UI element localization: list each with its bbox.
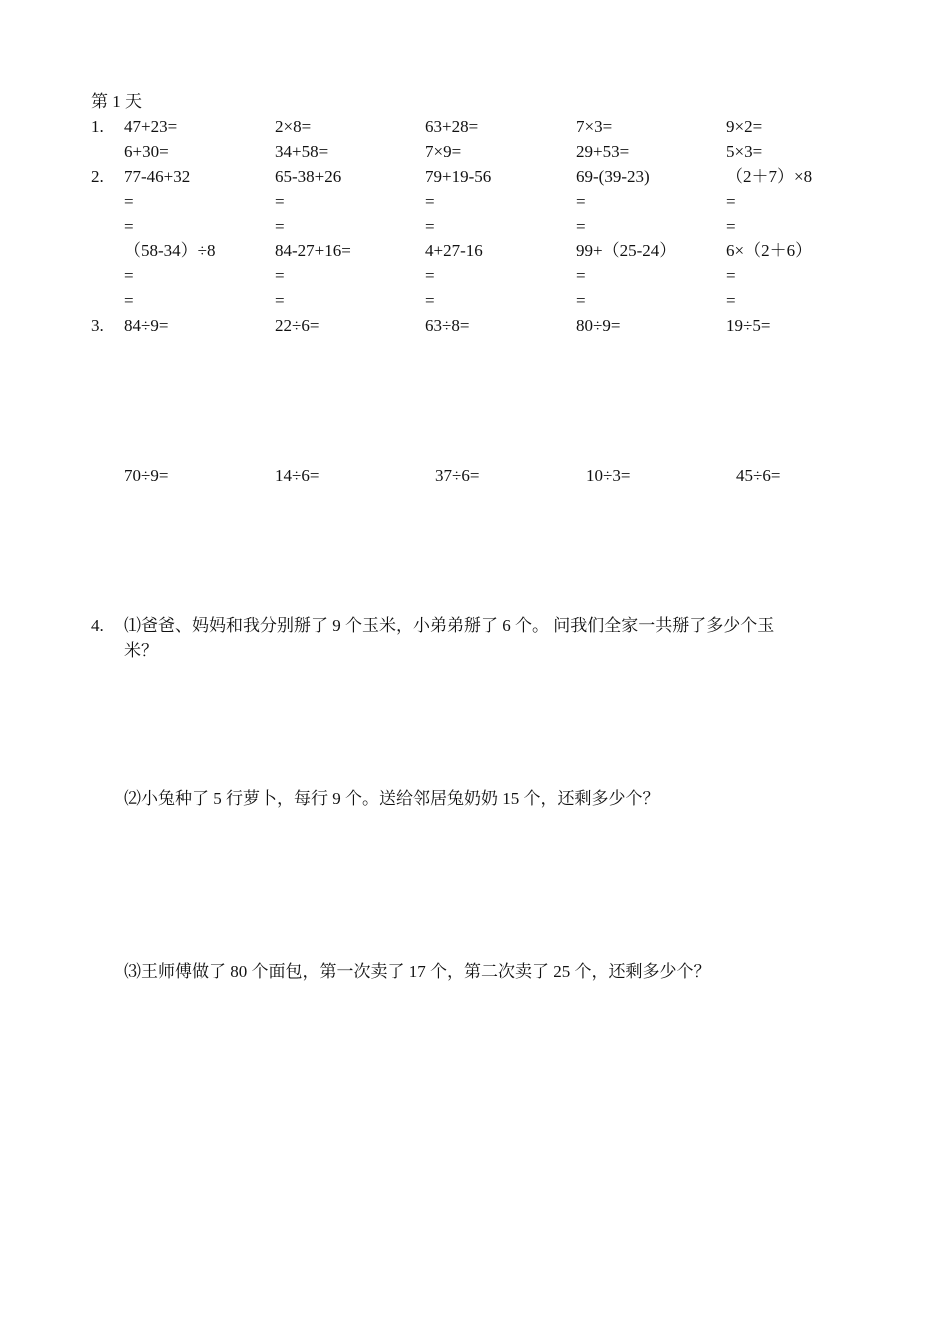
- equals-line: =: [726, 217, 736, 236]
- division-problem: 19÷5=: [726, 316, 771, 335]
- division-problem: 14÷6=: [275, 466, 320, 485]
- problem: 9×2=: [726, 117, 763, 136]
- equals-line: =: [124, 192, 134, 211]
- division-problem: 84÷9=: [124, 316, 169, 335]
- problem: 2×8=: [275, 117, 312, 136]
- equals-line: =: [275, 291, 285, 310]
- division-problem: 80÷9=: [576, 316, 621, 335]
- expression: （58-34）÷8: [124, 241, 216, 260]
- equals-line: =: [425, 192, 435, 211]
- expression: （2＋7）×8: [726, 167, 813, 186]
- problem: 47+23=: [124, 117, 178, 136]
- problem: 6+30=: [124, 142, 169, 161]
- problem: 7×3=: [576, 117, 613, 136]
- expression: 79+19-56: [425, 167, 492, 186]
- equals-line: =: [425, 266, 435, 285]
- equals-line: =: [726, 266, 736, 285]
- word-problem-3: ⑶王师傅做了 80 个面包，第一次卖了 17 个，第二次卖了 25 个，还剩多少个？: [124, 962, 711, 981]
- expression: 77-46+32: [124, 167, 191, 186]
- division-problem: 22÷6=: [275, 316, 320, 335]
- division-problem: 70÷9=: [124, 466, 169, 485]
- section-2-number: 2.: [91, 167, 104, 186]
- expression: 4+27-16: [425, 241, 483, 260]
- equals-line: =: [275, 266, 285, 285]
- problem: 34+58=: [275, 142, 329, 161]
- expression: 6×（2＋6）: [726, 241, 813, 260]
- division-problem: 10÷3=: [586, 466, 631, 485]
- division-problem: 63÷8=: [425, 316, 470, 335]
- division-problem: 37÷6=: [435, 466, 480, 485]
- problem: 5×3=: [726, 142, 763, 161]
- expression: 65-38+26: [275, 167, 342, 186]
- equals-line: =: [576, 217, 586, 236]
- equals-line: =: [576, 192, 586, 211]
- page-title: 第 1 天: [91, 92, 142, 111]
- problem: 7×9=: [425, 142, 462, 161]
- section-1-number: 1.: [91, 117, 104, 136]
- problem: 29+53=: [576, 142, 630, 161]
- equals-line: =: [425, 291, 435, 310]
- equals-line: =: [726, 291, 736, 310]
- equals-line: =: [275, 192, 285, 211]
- expression: 99+（25-24）: [576, 241, 677, 260]
- equals-line: =: [576, 266, 586, 285]
- section-4-number: 4.: [91, 616, 104, 635]
- equals-line: =: [726, 192, 736, 211]
- equals-line: =: [124, 217, 134, 236]
- word-problem-1-continued: 米？: [124, 641, 158, 660]
- expression: 69-(39-23): [576, 167, 650, 186]
- equals-line: =: [275, 217, 285, 236]
- equals-line: =: [124, 266, 134, 285]
- equals-line: =: [124, 291, 134, 310]
- equals-line: =: [576, 291, 586, 310]
- expression: 84-27+16=: [275, 241, 351, 260]
- division-problem: 45÷6=: [736, 466, 781, 485]
- problem: 63+28=: [425, 117, 479, 136]
- word-problem-1: ⑴爸爸、妈妈和我分别掰了 9 个玉米，小弟弟掰了 6 个。 问我们全家一共掰了多少个玉: [124, 616, 775, 635]
- section-3-number: 3.: [91, 316, 104, 335]
- word-problem-2: ⑵小兔种了 5 行萝卜，每行 9 个。送给邻居兔奶奶 15 个，还剩多少个？: [124, 789, 660, 808]
- equals-line: =: [425, 217, 435, 236]
